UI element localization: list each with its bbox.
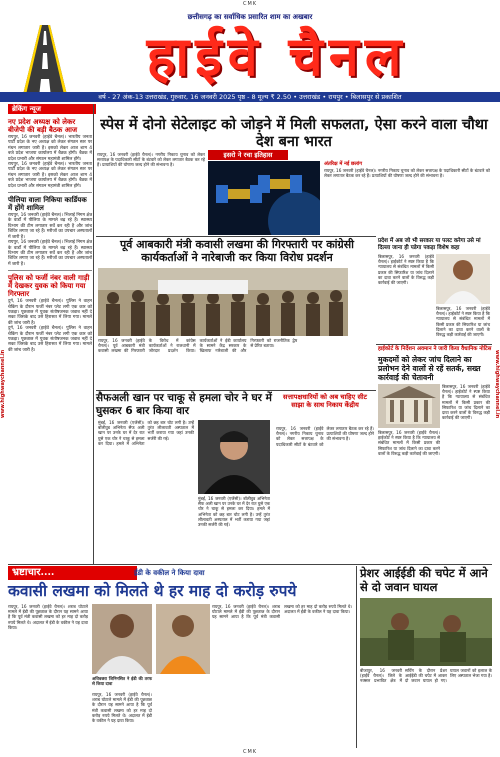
story6-text: बीजापुर, 16 जनवरी (हाईवे चैनल)। जिले के नक्सल प्रभावित क्षेत्र में सर्चिंग के दौरान प्रेशर आईईडी की चपेट में आकर दो जवान घायल हो गए। घायल जवानों को इलाज के लिए अस्पताल भेजा गया है। [360, 668, 492, 684]
protest-photo [98, 268, 348, 336]
isro-story-text-2: रायपुर, 16 जनवरी (हाईवे चैनल)। नगरीय निकाय चुनाव को लेकर सत्तापक्ष के पदाधिकारी सीटों के बंटवारे को लेकर लगातार बैठक कर रहे हैं। प्रत्याशियों की घोषणा जल्द होने की संभावना है। [324, 168, 490, 179]
story5-text-3: रायपुर, 16 जनवरी (हाईवे चैनल)। शराब घोटाले मामले में ईडी की पूछताछ के दौरान यह सामने आया है कि पूर्व मंत्री कवासी लखमा को हर माह दो करोड़ रुपये मिलते थे। अदालत में ईडी के वकील ने यह दावा किया। [212, 604, 352, 620]
person-icon [156, 604, 210, 674]
story6-headline: प्रेशर आईईडी की चपेट में आने से दो जवान घायल [360, 566, 488, 594]
left-item [8, 118, 92, 189]
actor-photo [198, 420, 270, 494]
left-item-headline: पुलिस को फर्जी नंबर वाली गाड़ी में देखकर युवक को किया गया गिरफ्तार [8, 274, 90, 299]
building-icon [378, 384, 440, 428]
divider [8, 192, 92, 193]
left-item [8, 196, 92, 267]
left-item-text-continued: दुर्ग, 16 जनवरी (हाईवे चैनल)। पुलिस ने वाहन चेकिंग के दौरान फर्जी नंबर प्लेट लगी एक कार को पकड़ा। पूछताछ में युवक संतोषजनक जवाब नहीं दे सका जिसके बाद उसे हिरासत में लिया गया। मामले की जांच जारी है। [8, 326, 92, 353]
story5-caption: अधिवक्ता जिनिनसित ने ईडी की तरफ से किया दावा [92, 676, 152, 687]
tagline: छत्तीसगढ़ का सर्वाधिक प्रसारित शाम का अखबार [187, 13, 313, 21]
story3-text: रायपुर, 16 जनवरी (हाईवे चैनल)। नगरीय निकाय चुनाव को लेकर सत्तापक्ष के पदाधिकारी सीटों के बंटवारे को लेकर लगातार बैठक कर रहे हैं। प्रत्याशियों की घोषणा जल्द होने की संभावना है। [276, 426, 374, 447]
breaking-news-label: ब्रेकिंग न्यूज [8, 104, 96, 114]
story4-headline: मुकदमों को लेकर जांच दिलाने का प्रलोभन देने वालों से रहें सतर्क, सख्त कार्रवाई की चेतावनी [378, 355, 481, 382]
story3-headline: सत्तापक्षधारियों को अब चाहिए सीट साझा के साथ निकाय केंद्रीय [283, 393, 367, 409]
quote-text-2: बिलासपुर, 16 जनवरी (हाईवे चैनल)। हाईकोर्ट ने स्पष्ट किया है कि न्यायालय से संबंधित मामलों में किसी प्रकार की सिफारिश या जांच दिलाने का दावा करने वालों के विरुद्ध कड़ी कार्रवाई की जाएगी। [436, 306, 490, 338]
story4-text: बिलासपुर, 16 जनवरी (हाईवे चैनल)। हाईकोर्ट ने स्पष्ट किया है कि न्यायालय से संबंधित मामलों में किसी प्रकार की सिफारिश या जांच दिलाने का दावा करने वालों के विरुद्ध कड़ी कार्रवाई की जाएगी। [378, 430, 440, 456]
road-logo-icon [22, 25, 68, 99]
story1-headline: पूर्व आबकारी मंत्री कवासी लखमा की गिरफ्तारी पर कांग्रेसी कार्यकर्ताओं ने नारेबाजी कर किया विरोध प्रदर्शन [119, 238, 354, 264]
section-rule [8, 564, 492, 565]
left-item-text: रायपुर, 16 जनवरी (हाईवे चैनल)। भारतीय जनता पार्टी प्रदेश के नए अध्यक्ष को लेकर संगठन स्तर पर मंथन लगातार जारी है। इसको लेकर आज शाम 4 बजे प्रदेश भाजपा कार्यालय में बैठक होगी। बैठक में प्रदेश प्रभारी और संगठन महामंत्री शामिल होंगे। [8, 135, 92, 162]
satellite-icon [208, 161, 320, 235]
side-url-left: www.highwaychannel.in [0, 349, 6, 419]
quote-headline: प्रदेश में अब जो भी सरकार या पलट करेगा उसे मां दिल्ला जाना ही पडेगा पकड़ा विशेष कहा [378, 238, 481, 251]
satellite-photo [208, 161, 320, 235]
section-rule [376, 344, 492, 345]
court-photo [378, 384, 440, 428]
color-register-mark: CMK [242, 1, 258, 7]
story2-text: मुंबई, 16 जनवरी (एजेंसी)। बॉलीवुड अभिनेता सैफ अली खान पर उनके घर में देर रात घुसे एक चोर ने चाकू से हमला कर दिया। हमले में अभिनेता को छह बार चोट लगी है। उन्हें तुरंत लीलावती अस्पताल में भर्ती कराया गया जहां उनकी सर्जरी की गई। [98, 420, 194, 446]
left-item-headline: पीलिया वाला निकिया कार्डियक में होंगे शामिल [8, 196, 87, 213]
left-item-text: दुर्ग, 16 जनवरी (हाईवे चैनल)। पुलिस ने वाहन चेकिंग के दौरान फर्जी नंबर प्लेट लगी एक कार को पकड़ा। पूछताछ में युवक संतोषजनक जवाब नहीं दे सका जिसके बाद उसे हिरासत में लिया गया। मामले की जांच जारी है। [8, 299, 92, 326]
bottom-band-sub: ईडी के वकील ने किया दावा [134, 569, 205, 577]
lead-headline: स्पेस में दोनो सेटेलाइट को जोड़ने में मिली सफलता, ऐसा करने वाला चौथा देश बना भारत [100, 117, 488, 150]
story2-text-2: मुंबई, 16 जनवरी (एजेंसी)। बॉलीवुड अभिनेता सैफ अली खान पर उनके घर में देर रात घुसे एक चोर ने चाकू से हमला कर दिया। हमले में अभिनेता को छह बार चोट लगी है। उन्हें तुरंत लीलावती अस्पताल में भर्ती कराया गया जहां उनकी सर्जरी की गई। [198, 496, 270, 528]
left-item-text: रायपुर, 16 जनवरी (हाईवे चैनल)। भिलाई निगम क्षेत्र के वार्डों में पीलिया के मामले बढ़ रहे हैं। स्वास्थ्य विभाग की टीम लगातार सर्वे कर रही है और जांच शिविर लगाए जा रहे हैं। मरीजों का उपचार अस्पतालों में जारी है। [8, 213, 92, 240]
story5-text-2: रायपुर, 16 जनवरी (हाईवे चैनल)। शराब घोटाले मामले में ईडी की पूछताछ के दौरान यह सामने आया है कि पूर्व मंत्री कवासी लखमा को हर माह दो करोड़ रुपये मिलते थे। अदालत में ईडी के वकील ने यह दावा किया। [92, 692, 152, 724]
column-rule [93, 104, 94, 564]
section-rule [96, 236, 376, 237]
story1-text: रायपुर, 16 जनवरी (हाईवे चैनल)। पूर्व आबकारी मंत्री कवासी लखमा की गिरफ्तारी के विरोध में कांग्रेस कार्यकर्ताओं ने राजधानी में जोरदार प्रदर्शन किया। कार्यकर्ताओं ने ईडी कार्यालय के सामने केंद्र सरकार के खिलाफ नारेबाजी की और गिरफ्तारी को राजनीतिक द्वेष से प्रेरित बताया। [98, 338, 298, 354]
left-item-text-continued: रायपुर, 16 जनवरी (हाईवे चैनल)। भिलाई निगम क्षेत्र के वार्डों में पीलिया के मामले बढ़ रहे हैं। स्वास्थ्य विभाग की टीम लगातार सर्वे कर रही है और जांच शिविर लगाए जा रहे हैं। मरीजों का उपचार अस्पतालों में जारी है। [8, 240, 92, 267]
quote-text: बिलासपुर, 16 जनवरी (हाईवे चैनल)। हाईकोर्ट ने स्पष्ट किया है कि न्यायालय से संबंधित मामलों में किसी प्रकार की सिफारिश या जांच दिलाने का दावा करने वालों के विरुद्ध कड़ी कार्रवाई की जाएगी। [378, 254, 434, 286]
soldier-icon [360, 598, 492, 666]
column-rule [356, 566, 357, 748]
divider [8, 270, 92, 271]
color-register-mark-bottom: CMK [242, 749, 258, 755]
lakhma-photo [92, 604, 152, 674]
isro-story-text-1: रायपुर, 16 जनवरी (हाईवे चैनल)। नगरीय निकाय चुनाव को लेकर सत्तापक्ष के पदाधिकारी सीटों के बंटवारे को लेकर लगातार बैठक कर रहे हैं। प्रत्याशियों की घोषणा जल्द होने की संभावना है। [97, 152, 205, 168]
person-icon [436, 254, 490, 304]
politician-portrait [436, 254, 490, 304]
ed-lawyer-photo [156, 604, 210, 674]
person-icon [92, 604, 152, 674]
story5-text: रायपुर, 16 जनवरी (हाईवे चैनल)। शराब घोटाले मामले में ईडी की पूछताछ के दौरान यह सामने आया है कि पूर्व मंत्री कवासी लखमा को हर माह दो करोड़ रुपये मिलते थे। अदालत में ईडी के वकील ने यह दावा किया। [8, 604, 88, 630]
masthead-title: हाईवे चैनल [146, 24, 408, 88]
left-item-headline: नए प्रदेश अध्यक्ष को लेकर बीजेपी की बड़ी बैठक आज [8, 118, 78, 134]
left-item-text-continued: रायपुर, 16 जनवरी (हाईवे चैनल)। भारतीय जनता पार्टी प्रदेश के नए अध्यक्ष को लेकर संगठन स्तर पर मंथन लगातार जारी है। इसको लेकर आज शाम 4 बजे प्रदेश भाजपा कार्यालय में बैठक होगी। बैठक में प्रदेश प्रभारी और संगठन महामंत्री शामिल होंगे। [8, 162, 92, 189]
bottom-band-label: भ्रष्टाचार.... [8, 566, 137, 580]
isro-subhead: अंतरिक्ष में नई छलांग [324, 161, 363, 167]
story4-text-2: बिलासपुर, 16 जनवरी (हाईवे चैनल)। हाईकोर्ट ने स्पष्ट किया है कि न्यायालय से संबंधित मामलों में किसी प्रकार की सिफारिश या जांच दिलाने का दावा करने वालों के विरुद्ध कड़ी कार्रवाई की जाएगी। [442, 384, 490, 421]
story2-headline: सैफअली खान पर चाकू से हमला चोर ने घर में घुसकर 6 बार किया वार [96, 392, 272, 417]
edition-line: वर्ष - 27 अंक-13 उत्तराखंड, गुरुवार, 16 जनवरी 2025 पृष्ठ - 8 मूल्य ₹ 2.50 • उत्तराखंड • रायपुर • बिलासपुर से प्रकाशित [0, 92, 500, 102]
story5-headline: कवासी लखमा को मिलते थे हर माह दो करोड़ रुपये [8, 582, 297, 600]
isro-tag: इसरो ने रचा इतिहास [208, 150, 288, 160]
side-url-right: www.highwaychannel.in [494, 349, 500, 419]
story4-kicker: हाईकोर्ट के निर्देशन अवमान ने जारी किया वैधानिक नोटिस [378, 346, 492, 352]
left-news-column [8, 116, 92, 564]
crowd-icon [98, 268, 348, 336]
left-item [8, 274, 92, 353]
person-icon [198, 420, 270, 494]
section-rule [96, 390, 376, 391]
jawans-photo [360, 598, 492, 666]
